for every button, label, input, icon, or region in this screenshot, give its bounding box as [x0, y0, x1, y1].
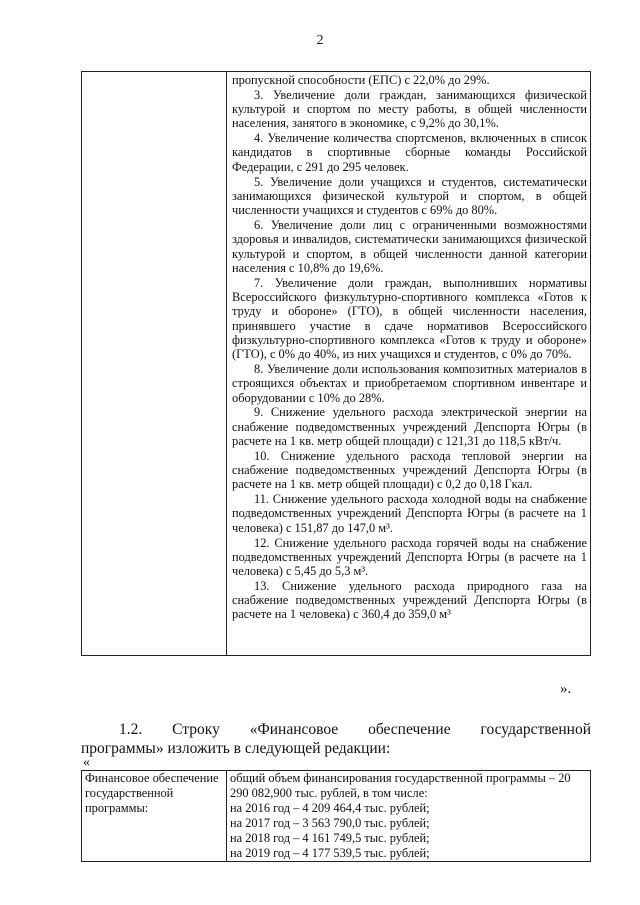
financing-values [227, 771, 591, 862]
amendment-paragraph [81, 720, 591, 758]
financing-year-2018: на 2018 год – 4 161 749,5 тыс. рублей; [230, 831, 430, 845]
goals-table-content [232, 73, 587, 622]
goal-paragraph: 11. Снижение удельного расхода холодной воды на снабжение подведомственных учреждений Депспорта Югры (в расчете на 1 человека) с 151,87 до 147,0 м³. [232, 492, 587, 535]
financing-year-2017: на 2017 год – 3 563 790,0 тыс. рублей; [230, 816, 430, 830]
goal-paragraph: 12. Снижение удельного расхода горячей воды на снабжение подведомственных учреждений Депспорта Югры (в расчете на 1 человека) с 5,45 до 5,3 м³. [232, 535, 587, 579]
financing-total: общий объем финансирования государственной программы – 20 290 082,900 тыс. рублей, в том числе: [230, 771, 571, 800]
goal-paragraph: 10. Снижение удельного расхода тепловой энергии на снабжение подведомственных учреждений Депспорта Югры (в расчете на 1 кв. метр общей площади) с 0,2 до 0,18 Гкал. [232, 448, 587, 492]
table-column-divider [226, 72, 227, 655]
goal-paragraph: пропускной способности (ЕПС) с 22,0% до 29%. [232, 73, 490, 87]
closing-quote: ». [560, 681, 572, 697]
opening-quote: « [83, 755, 90, 770]
goals-table [81, 71, 591, 656]
goal-paragraph: 7. Увеличение доли граждан, выполнивших нормативы Всероссийского физкультурно-спортивного комплекса «Готов к труду и обороне» (ГТО), в общей численности населения, принявшего участие в сдаче нормативов Всероссийского физкультурно-спортивного комплекса «Готов к труду и обороне» (ГТО), с 0% до 40%, из них учащихся и студентов, с 0% до 70%. [232, 275, 587, 362]
goal-paragraph: 4. Увеличение количества спортсменов, включенных в список кандидатов в спортивные сборные команды Российской Федерации, с 291 до 295 человек. [232, 131, 587, 174]
page-number: 2 [316, 33, 324, 48]
financing-year-2019: на 2019 год – 4 177 539,5 тыс. рублей; [230, 846, 430, 860]
amendment-line-2: программы» изложить в следующей редакции: [81, 740, 391, 757]
goal-paragraph: 8. Увеличение доли использования композитных материалов в строящихся объектах и приобретаемом спортивном инвентаре и оборудовании с 10% до 28%. [232, 361, 587, 405]
financing-table [81, 770, 591, 862]
table-row [82, 771, 591, 862]
goal-paragraph: 5. Увеличение доли учащихся и студентов, систематически занимающихся физической культурой и спортом, в общей численности учащихся и студентов с 69% до 80%. [232, 174, 587, 218]
financing-year-2016: на 2016 год – 4 209 464,4 тыс. рублей; [230, 801, 430, 815]
amendment-line-1: 1.2. Строку «Финансовое обеспечение государственной [119, 721, 591, 738]
goal-paragraph: 9. Снижение удельного расхода электрической энергии на снабжение подведомственных учреждений Депспорта Югры (в расчете на 1 кв. метр общей площади) с 121,31 до 118,5 кВт/ч. [232, 405, 587, 448]
financing-label: Финансовое обеспечение государственной программы: [82, 771, 227, 862]
goal-paragraph: 3. Увеличение доли граждан, занимающихся физической культурой и спортом по месту работы, в общей численности населения, занятого в экономике, с 9,2% до 30,1%. [232, 87, 587, 131]
goal-paragraph: 6. Увеличение доли лиц с ограниченными возможностями здоровья и инвалидов, систематически занимающихся физической культурой и спортом, в общей численности данной категории населения с 10,8% до 19,6%. [232, 217, 587, 275]
goal-paragraph: 13. Снижение удельного расхода природного газа на снабжение подведомственных учреждений Депспорта Югры (в расчете на 1 человека) с 360,4 до 359,0 м³ [232, 578, 587, 622]
